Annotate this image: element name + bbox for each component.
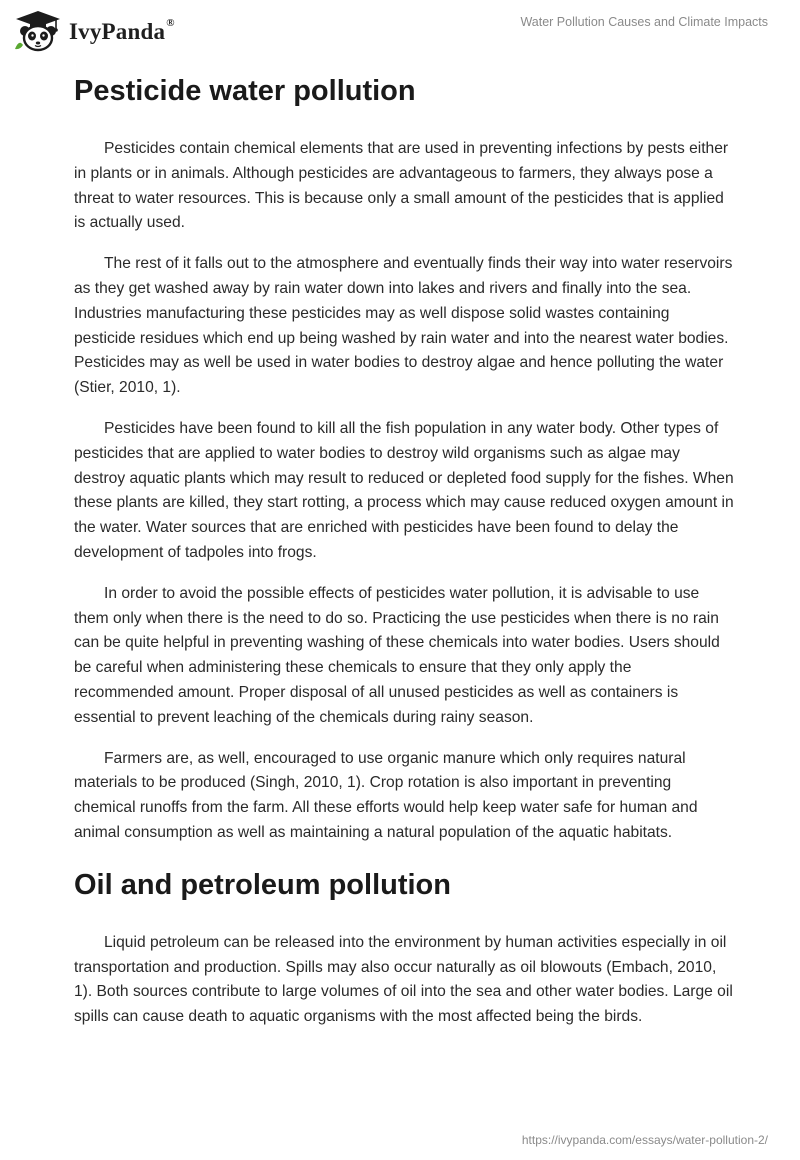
paragraph: In order to avoid the possible effects of pesticides water pollution, it is advisable to use them only when there is the need to do so. Practicing the use pesticides when there is no rain can be quite helpful in preventing washing of these chemicals into water bodies. Users should be careful when administering these chemicals to ensure that they only apply the recommended amount. Proper disposal of all unused pesticides as well as containers is essential to prevent leaching of the chemicals during rainy season. — [74, 584, 720, 726]
panda-graduate-icon — [12, 9, 64, 53]
section-heading-oil: Oil and petroleum pollution — [74, 868, 451, 901]
article-content — [74, 72, 734, 1046]
registered-mark: ® — [166, 17, 175, 30]
logo-text: IvyPanda — [69, 19, 166, 44]
source-url-link[interactable]: https://ivypanda.com/essays/water-pollution-2/ — [521, 1133, 768, 1147]
paragraph: Pesticides contain chemical elements that are used in preventing infections by pests either in plants or in animals. Although pesticides are advantageous to farmers, they always pose a threat to water resources. This is because only a small amount of the pesticides that is applied is actually used. — [74, 140, 729, 232]
logo-wordmark — [69, 19, 175, 45]
section-heading-pesticide: Pesticide water pollution — [74, 75, 416, 107]
paragraph: Farmers are, as well, encouraged to use organic manure which only requires natural materials to be produced (Singh, 2010, 1). Crop rotation is also important in preventing chemical runoffs from the farm. All these efforts would help keep water safe for human and animal consumption as well as maintaining a natural population of the aquatic habitats. — [74, 749, 698, 841]
page-header — [0, 0, 800, 60]
paragraph: Liquid petroleum can be released into the environment by human activities especially in oil transportation and production. Spills may also occur naturally as oil blowouts (Embach, 2010, 1). Both sources contribute to large volumes of oil into the sea and other water bodies. Large oil spills can cause death to aquatic organisms with the most affected being the birds. — [74, 933, 733, 1026]
ivypanda-logo[interactable] — [12, 9, 175, 53]
paragraph: Pesticides have been found to kill all the fish population in any water body. Other types of pesticides that are applied to water bodies to destroy wild organisms such as algae may destroy aquatic plants which may result to reduced or depleted food supply for the fishes. When these plants are killed, they start rotting, a process which may cause reduced oxygen amount in the water. Water sources that are enriched with pesticides have been found to delay the development of tadpoles into frogs. — [74, 419, 734, 561]
paragraph: The rest of it falls out to the atmosphere and eventually finds their way into water reservoirs as they get washed away by rain water down into lakes and rivers and finally into the sea. Industries manufacturing these pesticides may as well dispose solid wastes containing pesticide residues which end up being washed by rain water and into the nearest water bodies. Pesticides may as well be used in water bodies to destroy algae and hence polluting the water (Stier, 2010, 1). — [74, 255, 733, 397]
document-title: Water Pollution Causes and Climate Impacts — [520, 15, 768, 29]
